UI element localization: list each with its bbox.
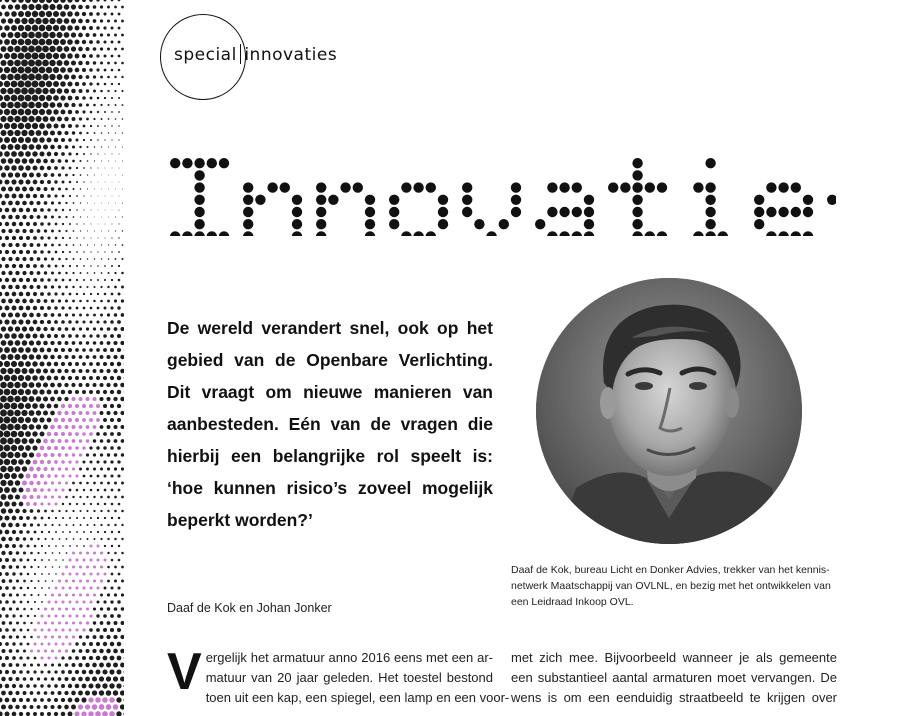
headline-dot (292, 219, 302, 229)
headline-dot (803, 231, 813, 236)
headline-dot (438, 195, 448, 205)
caption-line: een Leidraad Inkoop OVL. (511, 596, 634, 608)
caption-line: Daaf de Kok, bureau Licht en Donker Advies, trekker van het kennis- (511, 564, 830, 576)
headline-dot (559, 182, 569, 192)
headline-dot (657, 182, 667, 192)
headline-dot (705, 182, 715, 192)
body-line: matuur van 20 jaar geleden. Het toestel bestond (205, 670, 493, 685)
headline-dot (705, 207, 715, 217)
caption-line: netwerk Maatschappij van OVLNL, en bezig met het ontwikkelen van (511, 580, 831, 592)
headline-dot (243, 195, 253, 205)
headline-dot (462, 182, 472, 192)
body-column-left (167, 643, 510, 708)
headline-dot (194, 219, 204, 229)
headline-dot (705, 158, 715, 168)
headline-dot (462, 207, 472, 217)
headline-dot (632, 170, 642, 180)
headline-dot (243, 182, 253, 192)
headline-dot (693, 231, 703, 236)
byline: Daaf de Kok en Johan Jonker (167, 601, 332, 615)
headline-dot (632, 195, 642, 205)
badge-label (174, 44, 337, 65)
headline-dot (547, 231, 557, 236)
headline-dot (705, 195, 715, 205)
headline-dot (791, 207, 801, 217)
lead-line: hierbij een belangrijke rol speelt is: (167, 446, 493, 466)
headline-dot (389, 219, 399, 229)
headline-dot (207, 231, 217, 236)
headline-dot (572, 182, 582, 192)
headline-dot (462, 195, 472, 205)
headline-dot (207, 158, 217, 168)
headline-dot (705, 219, 715, 229)
headline-dot (754, 195, 764, 205)
headline-dot (791, 182, 801, 192)
headline-dot (632, 158, 642, 168)
headline-dot (791, 231, 801, 236)
headline-dot (353, 182, 363, 192)
headline-dot (645, 182, 655, 192)
headline-dot (194, 170, 204, 180)
headline-dot (632, 207, 642, 217)
headline-dot (486, 231, 496, 236)
headline-dot (572, 207, 582, 217)
portrait-image (536, 278, 802, 544)
badge-separator (240, 44, 242, 64)
headline-dot (182, 231, 192, 236)
headline-dot (413, 231, 423, 236)
headline-dot (316, 219, 326, 229)
headline-dot (194, 195, 204, 205)
headline-dot (632, 219, 642, 229)
headline-dot (778, 182, 788, 192)
headline-dot (620, 182, 630, 192)
headline-dot (194, 207, 204, 217)
headline-dot (438, 207, 448, 217)
headline-dot (584, 207, 594, 217)
headline-dot (389, 207, 399, 217)
headline-dot (718, 231, 728, 236)
headline-dot (827, 195, 836, 205)
headline-dot (365, 219, 375, 229)
headline-dot (426, 231, 436, 236)
headline-dot (754, 207, 764, 217)
headline-dot (426, 182, 436, 192)
lead-line: beperkt worden?’ (167, 510, 313, 530)
headline-dot (474, 219, 484, 229)
lead-paragraph (167, 312, 493, 536)
headline-dot (365, 207, 375, 217)
headline-dot (365, 231, 375, 236)
headline-dot (219, 231, 229, 236)
headline-dot (316, 182, 326, 192)
lead-line: gebied van de Openbare Verlichting. (167, 350, 493, 370)
headline-dot (645, 231, 655, 236)
headline-dot (511, 195, 521, 205)
headline-dot (657, 231, 667, 236)
author-portrait (536, 278, 802, 544)
headline-dot (766, 207, 776, 217)
headline-dot (316, 207, 326, 217)
headline-dot (584, 231, 594, 236)
headline-dot (328, 195, 338, 205)
lead-line: ‘hoe kunnen risico’s zoveel mogelijk (167, 478, 493, 498)
headline-dot (547, 207, 557, 217)
headline-dot (499, 219, 509, 229)
headline-dot (754, 219, 764, 229)
headline-dot (766, 231, 776, 236)
headline-dot (194, 158, 204, 168)
headline-dot (170, 158, 180, 168)
headline-dot (243, 219, 253, 229)
headline-dot (559, 231, 569, 236)
lead-line: De wereld verandert snel, ook op het (167, 318, 493, 338)
halftone-decoration (0, 0, 124, 716)
headline-dot (365, 195, 375, 205)
headline-dot (182, 158, 192, 168)
drop-cap: V (167, 643, 202, 701)
headline-dot (340, 182, 350, 192)
headline-dot (316, 195, 326, 205)
body-line: wens is om een eenduidig straatbeeld te krijgen over (511, 690, 837, 705)
headline-dot (584, 195, 594, 205)
headline-dot (389, 195, 399, 205)
lead-line: aanbesteden. Eén van de vragen die (167, 414, 493, 434)
headline-dot (693, 182, 703, 192)
headline-dot (292, 231, 302, 236)
headline-dot (584, 219, 594, 229)
headline-dot (401, 231, 411, 236)
headline-dot (292, 195, 302, 205)
headline-dot (559, 207, 569, 217)
headline-dot (243, 231, 253, 236)
headline-dot (766, 182, 776, 192)
headline-dot (194, 231, 204, 236)
headline-dot (608, 182, 618, 192)
headline-dot (401, 182, 411, 192)
headline-dot (778, 207, 788, 217)
headline-dot (778, 231, 788, 236)
headline-dot (219, 158, 229, 168)
headline-dot (511, 182, 521, 192)
lead-line: Dit vraagt om nieuwe manieren van (167, 382, 493, 402)
headline-dot (413, 182, 423, 192)
headline-dot (438, 219, 448, 229)
section-badge (160, 14, 382, 106)
headline-dot (511, 207, 521, 217)
badge-word-special: special (174, 45, 237, 65)
headline-dot (572, 231, 582, 236)
headline-dot (255, 195, 265, 205)
headline-dot (632, 182, 642, 192)
headline-dot (170, 231, 180, 236)
headline-dot (535, 219, 545, 229)
body-column-right (511, 648, 837, 708)
headline-dot (632, 231, 642, 236)
body-line: met zich mee. Bijvoorbeeld wanneer je als gemeente (511, 650, 837, 665)
headline-dot (243, 207, 253, 217)
badge-word-innovaties: innovaties (244, 45, 338, 65)
headline-dot (267, 182, 277, 192)
headline-dot (803, 207, 813, 217)
headline-dot (280, 182, 290, 192)
page-title (166, 152, 836, 236)
headline-dot (705, 231, 715, 236)
headline-dot (547, 182, 557, 192)
headline-dot (803, 195, 813, 205)
portrait-caption (511, 562, 841, 610)
body-line: ergelijk het armatuur anno 2016 eens met een ar- (205, 650, 493, 665)
dot-matrix-title (166, 152, 836, 236)
headline-dot (292, 207, 302, 217)
headline-dot (194, 182, 204, 192)
headline-dot (316, 231, 326, 236)
body-line: toen uit een kap, een spiegel, een lamp en een voor- (205, 690, 510, 705)
body-line: een substantieel aantal armaturen moet vervangen. De (511, 670, 837, 685)
